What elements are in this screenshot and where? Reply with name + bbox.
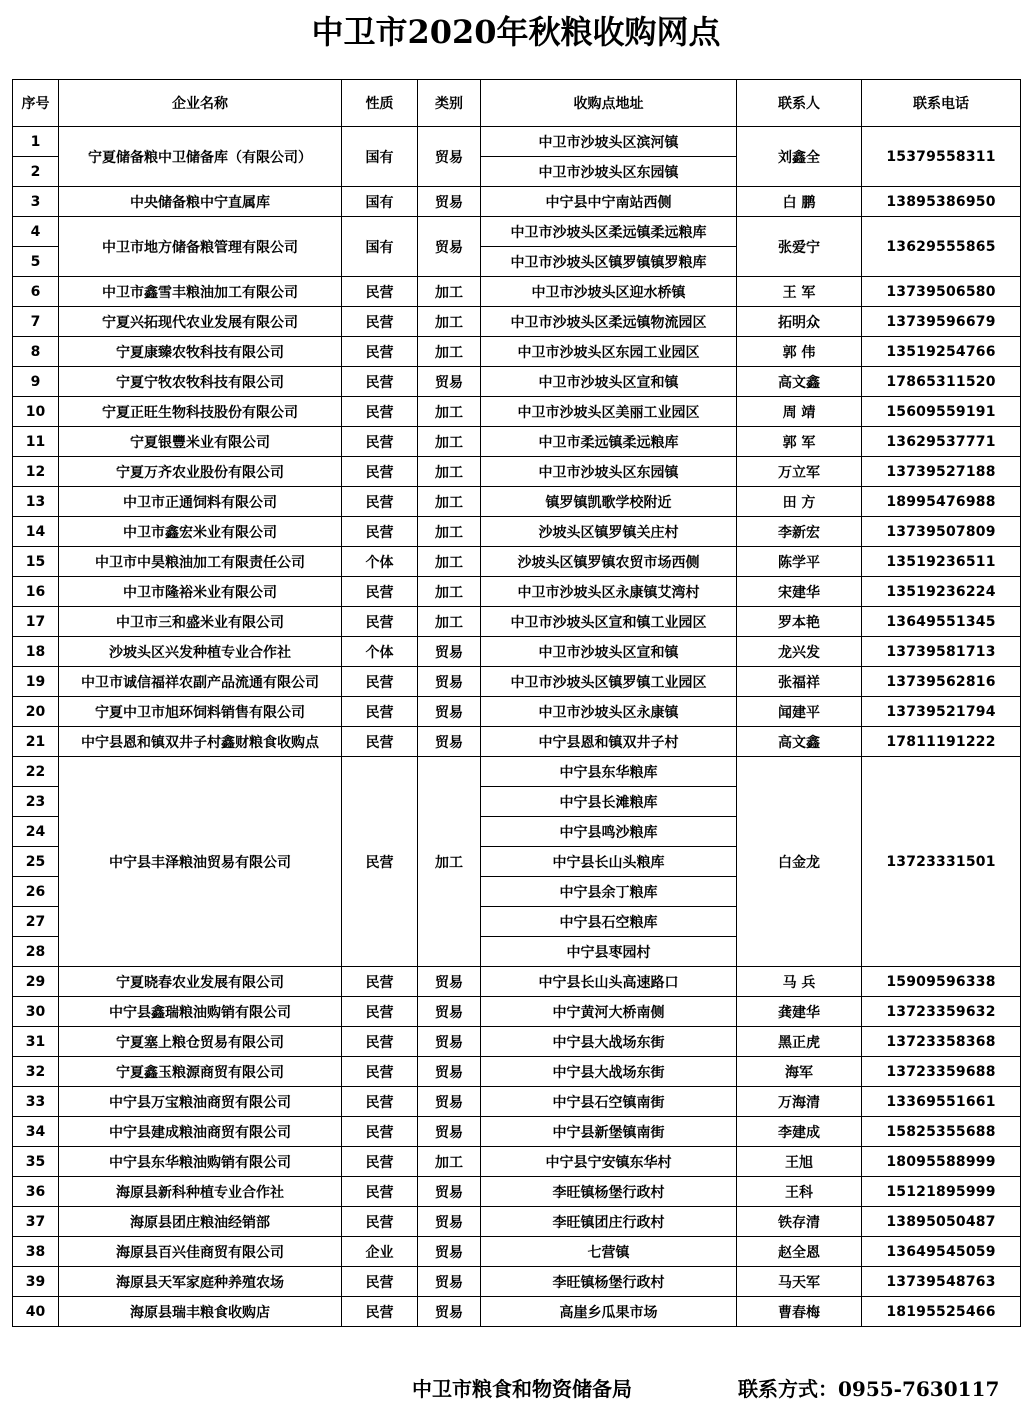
table-row [13, 757, 1021, 787]
row-number-cell: 20 [13, 697, 59, 727]
nature-cell: 民营 [342, 697, 418, 727]
category-cell: 加工 [418, 307, 481, 337]
nature-cell: 民营 [342, 1027, 418, 1057]
category-cell: 贸易 [418, 1057, 481, 1087]
row-number-cell: 5 [13, 247, 59, 277]
phone-cell: 15379558311 [862, 127, 1021, 187]
phone-cell: 13739581713 [862, 637, 1021, 667]
address-cell: 中卫市沙坡头区镇罗镇镇罗粮库 [481, 247, 737, 277]
row-number-cell: 34 [13, 1117, 59, 1147]
category-cell: 贸易 [418, 1027, 481, 1057]
nature-cell: 民营 [342, 337, 418, 367]
contact-person-cell: 李新宏 [737, 517, 862, 547]
header-cell-contact: 联系人 [737, 80, 862, 127]
row-number-cell: 8 [13, 337, 59, 367]
table-row [13, 1267, 1021, 1297]
table-row [13, 1297, 1021, 1327]
phone-cell: 13739596679 [862, 307, 1021, 337]
row-number-cell: 24 [13, 817, 59, 847]
company-name-cell: 海原县瑞丰粮食收购店 [59, 1297, 342, 1327]
nature-cell: 民营 [342, 277, 418, 307]
company-name-cell: 中卫市鑫雪丰粮油加工有限公司 [59, 277, 342, 307]
footer-contact [738, 1374, 999, 1404]
table-row [13, 1207, 1021, 1237]
table-row [13, 547, 1021, 577]
header-cell-nature: 性质 [342, 80, 418, 127]
company-name-cell: 中宁县建成粮油商贸有限公司 [59, 1117, 342, 1147]
contact-person-cell: 田 方 [737, 487, 862, 517]
contact-person-cell: 龚建华 [737, 997, 862, 1027]
category-cell: 加工 [418, 577, 481, 607]
nature-cell: 民营 [342, 997, 418, 1027]
footer-contact-phone: 0955-7630117 [838, 1377, 1000, 1401]
category-cell: 加工 [418, 487, 481, 517]
category-cell: 加工 [418, 607, 481, 637]
contact-person-cell: 周 靖 [737, 397, 862, 427]
address-cell: 中宁县东华粮库 [481, 757, 737, 787]
address-cell: 中卫市沙坡头区柔远镇柔远粮库 [481, 217, 737, 247]
phone-cell: 18095588999 [862, 1147, 1021, 1177]
contact-person-cell: 宋建华 [737, 577, 862, 607]
contact-person-cell: 赵全恩 [737, 1237, 862, 1267]
company-name-cell: 宁夏正旺生物科技股份有限公司 [59, 397, 342, 427]
category-cell: 贸易 [418, 697, 481, 727]
category-cell: 贸易 [418, 367, 481, 397]
category-cell: 贸易 [418, 217, 481, 277]
address-cell: 李旺镇杨堡行政村 [481, 1177, 737, 1207]
phone-cell: 13369551661 [862, 1087, 1021, 1117]
company-name-cell: 中卫市诚信福祥农副产品流通有限公司 [59, 667, 342, 697]
table-row [13, 667, 1021, 697]
contact-person-cell: 张爱宁 [737, 217, 862, 277]
company-name-cell: 宁夏银豐米业有限公司 [59, 427, 342, 457]
contact-person-cell: 高文鑫 [737, 727, 862, 757]
grain-purchase-table [12, 79, 1021, 1327]
address-cell: 李旺镇杨堡行政村 [481, 1267, 737, 1297]
company-name-cell: 海原县百兴佳商贸有限公司 [59, 1237, 342, 1267]
table-row [13, 487, 1021, 517]
address-cell: 中宁县枣园村 [481, 937, 737, 967]
row-number-cell: 28 [13, 937, 59, 967]
phone-cell: 13649551345 [862, 607, 1021, 637]
address-cell: 中宁县宁安镇东华村 [481, 1147, 737, 1177]
row-number-cell: 36 [13, 1177, 59, 1207]
nature-cell: 民营 [342, 1177, 418, 1207]
phone-cell: 13895386950 [862, 187, 1021, 217]
nature-cell: 民营 [342, 1057, 418, 1087]
phone-cell: 13895050487 [862, 1207, 1021, 1237]
address-cell: 中宁县大战场东街 [481, 1027, 737, 1057]
phone-cell: 13739506580 [862, 277, 1021, 307]
table-row [13, 277, 1021, 307]
row-number-cell: 12 [13, 457, 59, 487]
row-number-cell: 1 [13, 127, 59, 157]
row-number-cell: 22 [13, 757, 59, 787]
category-cell: 加工 [418, 547, 481, 577]
header-cell-address: 收购点地址 [481, 80, 737, 127]
table-row [13, 997, 1021, 1027]
phone-cell: 18995476988 [862, 487, 1021, 517]
row-number-cell: 38 [13, 1237, 59, 1267]
table-row [13, 697, 1021, 727]
row-number-cell: 31 [13, 1027, 59, 1057]
row-number-cell: 15 [13, 547, 59, 577]
address-cell: 中卫市沙坡头区滨河镇 [481, 127, 737, 157]
phone-cell: 13519254766 [862, 337, 1021, 367]
contact-person-cell: 曹春梅 [737, 1297, 862, 1327]
contact-person-cell: 黑正虎 [737, 1027, 862, 1057]
nature-cell: 国有 [342, 127, 418, 187]
phone-cell: 13739521794 [862, 697, 1021, 727]
phone-cell: 17811191222 [862, 727, 1021, 757]
company-name-cell: 海原县新科种植专业合作社 [59, 1177, 342, 1207]
nature-cell: 民营 [342, 967, 418, 997]
company-name-cell: 中卫市中昊粮油加工有限责任公司 [59, 547, 342, 577]
footer-organization: 中卫市粮食和物资储备局 [412, 1377, 632, 1401]
address-cell: 中宁县鸣沙粮库 [481, 817, 737, 847]
nature-cell: 企业 [342, 1237, 418, 1267]
address-cell: 中宁县恩和镇双井子村 [481, 727, 737, 757]
category-cell: 加工 [418, 277, 481, 307]
contact-person-cell: 王 军 [737, 277, 862, 307]
table-row [13, 187, 1021, 217]
phone-cell: 13723359632 [862, 997, 1021, 1027]
header-cell-no: 序号 [13, 80, 59, 127]
nature-cell: 民营 [342, 577, 418, 607]
nature-cell: 民营 [342, 427, 418, 457]
nature-cell: 民营 [342, 487, 418, 517]
table-row [13, 397, 1021, 427]
table-row [13, 1117, 1021, 1147]
nature-cell: 民营 [342, 307, 418, 337]
row-number-cell: 35 [13, 1147, 59, 1177]
contact-person-cell: 刘鑫全 [737, 127, 862, 187]
category-cell: 贸易 [418, 1117, 481, 1147]
category-cell: 贸易 [418, 997, 481, 1027]
phone-cell: 17865311520 [862, 367, 1021, 397]
address-cell: 中宁县石空粮库 [481, 907, 737, 937]
nature-cell: 民营 [342, 1267, 418, 1297]
address-cell: 中卫市沙坡头区美丽工业园区 [481, 397, 737, 427]
phone-cell: 13723358368 [862, 1027, 1021, 1057]
category-cell: 贸易 [418, 1267, 481, 1297]
page-title: 中卫市2020年秋粮收购网点 [311, 13, 721, 51]
row-number-cell: 32 [13, 1057, 59, 1087]
row-number-cell: 23 [13, 787, 59, 817]
category-cell: 贸易 [418, 1207, 481, 1237]
nature-cell: 民营 [342, 667, 418, 697]
category-cell: 加工 [418, 457, 481, 487]
address-cell: 中宁黄河大桥南侧 [481, 997, 737, 1027]
phone-cell: 13649545059 [862, 1237, 1021, 1267]
address-cell: 中宁县大战场东街 [481, 1057, 737, 1087]
row-number-cell: 9 [13, 367, 59, 397]
category-cell: 贸易 [418, 127, 481, 187]
address-cell: 中卫市沙坡头区迎水桥镇 [481, 277, 737, 307]
row-number-cell: 18 [13, 637, 59, 667]
contact-person-cell: 海军 [737, 1057, 862, 1087]
table-row [13, 577, 1021, 607]
row-number-cell: 26 [13, 877, 59, 907]
nature-cell: 个体 [342, 637, 418, 667]
row-number-cell: 19 [13, 667, 59, 697]
contact-person-cell: 王旭 [737, 1147, 862, 1177]
phone-cell: 13723331501 [862, 757, 1021, 967]
contact-person-cell: 万海清 [737, 1087, 862, 1117]
category-cell: 贸易 [418, 727, 481, 757]
contact-person-cell: 郭 军 [737, 427, 862, 457]
nature-cell: 民营 [342, 727, 418, 757]
category-cell: 加工 [418, 427, 481, 457]
address-cell: 中卫市沙坡头区宣和镇 [481, 367, 737, 397]
contact-person-cell: 万立军 [737, 457, 862, 487]
row-number-cell: 25 [13, 847, 59, 877]
address-cell: 中宁县新堡镇南街 [481, 1117, 737, 1147]
contact-person-cell: 郭 伟 [737, 337, 862, 367]
address-cell: 中卫市沙坡头区东园工业园区 [481, 337, 737, 367]
row-number-cell: 37 [13, 1207, 59, 1237]
category-cell: 贸易 [418, 1087, 481, 1117]
row-number-cell: 29 [13, 967, 59, 997]
nature-cell: 民营 [342, 1117, 418, 1147]
header-row [13, 80, 1021, 127]
company-name-cell: 中宁县东华粮油购销有限公司 [59, 1147, 342, 1177]
category-cell: 贸易 [418, 637, 481, 667]
address-cell: 中卫市沙坡头区永康镇 [481, 697, 737, 727]
phone-cell: 13739548763 [862, 1267, 1021, 1297]
row-number-cell: 4 [13, 217, 59, 247]
table-row [13, 127, 1021, 157]
table-row [13, 607, 1021, 637]
phone-cell: 13519236511 [862, 547, 1021, 577]
address-cell: 中卫市沙坡头区东园镇 [481, 457, 737, 487]
nature-cell: 民营 [342, 367, 418, 397]
contact-person-cell: 白金龙 [737, 757, 862, 967]
phone-cell: 15825355688 [862, 1117, 1021, 1147]
table-row [13, 1147, 1021, 1177]
address-cell: 中宁县长山头粮库 [481, 847, 737, 877]
address-cell: 中卫市沙坡头区宣和镇 [481, 637, 737, 667]
row-number-cell: 3 [13, 187, 59, 217]
row-number-cell: 11 [13, 427, 59, 457]
phone-cell: 15609559191 [862, 397, 1021, 427]
address-cell: 中卫市沙坡头区永康镇艾湾村 [481, 577, 737, 607]
category-cell: 贸易 [418, 187, 481, 217]
row-number-cell: 17 [13, 607, 59, 637]
row-number-cell: 27 [13, 907, 59, 937]
table-row [13, 367, 1021, 397]
nature-cell: 民营 [342, 457, 418, 487]
contact-person-cell: 陈学平 [737, 547, 862, 577]
company-name-cell: 中宁县万宝粮油商贸有限公司 [59, 1087, 342, 1117]
company-name-cell: 中卫市地方储备粮管理有限公司 [59, 217, 342, 277]
table-row [13, 727, 1021, 757]
nature-cell: 民营 [342, 1297, 418, 1327]
row-number-cell: 30 [13, 997, 59, 1027]
table-row [13, 307, 1021, 337]
category-cell: 加工 [418, 337, 481, 367]
contact-person-cell: 高文鑫 [737, 367, 862, 397]
company-name-cell: 宁夏晓春农业发展有限公司 [59, 967, 342, 997]
header-cell-type: 类别 [418, 80, 481, 127]
nature-cell: 民营 [342, 1207, 418, 1237]
row-number-cell: 33 [13, 1087, 59, 1117]
address-cell: 中宁县长山头高速路口 [481, 967, 737, 997]
contact-person-cell: 王科 [737, 1177, 862, 1207]
address-cell: 中卫市沙坡头区柔远镇物流园区 [481, 307, 737, 337]
company-name-cell: 宁夏兴拓现代农业发展有限公司 [59, 307, 342, 337]
table-row [13, 337, 1021, 367]
company-name-cell: 中卫市正通饲料有限公司 [59, 487, 342, 517]
table-row [13, 457, 1021, 487]
phone-cell: 15909596338 [862, 967, 1021, 997]
nature-cell: 民营 [342, 607, 418, 637]
row-number-cell: 16 [13, 577, 59, 607]
table-row [13, 427, 1021, 457]
company-name-cell: 中宁县恩和镇双井子村鑫财粮食收购点 [59, 727, 342, 757]
address-cell: 中卫市沙坡头区东园镇 [481, 157, 737, 187]
address-cell: 李旺镇团庄行政村 [481, 1207, 737, 1237]
table-body [13, 127, 1021, 1327]
table-row [13, 637, 1021, 667]
phone-cell: 13519236224 [862, 577, 1021, 607]
table-row [13, 517, 1021, 547]
row-number-cell: 21 [13, 727, 59, 757]
contact-person-cell: 拓明众 [737, 307, 862, 337]
phone-cell: 15121895999 [862, 1177, 1021, 1207]
contact-person-cell: 张福祥 [737, 667, 862, 697]
row-number-cell: 6 [13, 277, 59, 307]
nature-cell: 民营 [342, 757, 418, 967]
header-cell-phone: 联系电话 [862, 80, 1021, 127]
address-cell: 中卫市沙坡头区宣和镇工业园区 [481, 607, 737, 637]
company-name-cell: 宁夏塞上粮仓贸易有限公司 [59, 1027, 342, 1057]
phone-cell: 13739562816 [862, 667, 1021, 697]
nature-cell: 民营 [342, 1147, 418, 1177]
phone-cell: 13739507809 [862, 517, 1021, 547]
address-cell: 沙坡头区镇罗镇关庄村 [481, 517, 737, 547]
contact-person-cell: 龙兴发 [737, 637, 862, 667]
company-name-cell: 宁夏康臻农牧科技有限公司 [59, 337, 342, 367]
category-cell: 加工 [418, 397, 481, 427]
company-name-cell: 宁夏万齐农业股份有限公司 [59, 457, 342, 487]
table-row [13, 1237, 1021, 1267]
company-name-cell: 中卫市鑫宏米业有限公司 [59, 517, 342, 547]
nature-cell: 民营 [342, 517, 418, 547]
phone-cell: 18195525466 [862, 1297, 1021, 1327]
phone-cell: 13629555865 [862, 217, 1021, 277]
category-cell: 加工 [418, 517, 481, 547]
category-cell: 贸易 [418, 967, 481, 997]
header-cell-name: 企业名称 [59, 80, 342, 127]
contact-person-cell: 李建成 [737, 1117, 862, 1147]
row-number-cell: 14 [13, 517, 59, 547]
table-row [13, 967, 1021, 997]
company-name-cell: 中宁县丰泽粮油贸易有限公司 [59, 757, 342, 967]
company-name-cell: 沙坡头区兴发种植专业合作社 [59, 637, 342, 667]
company-name-cell: 宁夏中卫市旭环饲料销售有限公司 [59, 697, 342, 727]
row-number-cell: 40 [13, 1297, 59, 1327]
company-name-cell: 中央储备粮中宁直属库 [59, 187, 342, 217]
table-row [13, 217, 1021, 247]
category-cell: 贸易 [418, 1177, 481, 1207]
contact-person-cell: 马 兵 [737, 967, 862, 997]
address-cell: 中宁县中宁南站西侧 [481, 187, 737, 217]
category-cell: 加工 [418, 757, 481, 967]
row-number-cell: 13 [13, 487, 59, 517]
nature-cell: 国有 [342, 187, 418, 217]
address-cell: 中宁县石空镇南街 [481, 1087, 737, 1117]
nature-cell: 个体 [342, 547, 418, 577]
contact-person-cell: 铁存清 [737, 1207, 862, 1237]
contact-person-cell: 马天军 [737, 1267, 862, 1297]
row-number-cell: 39 [13, 1267, 59, 1297]
category-cell: 贸易 [418, 667, 481, 697]
footer-contact-label: 联系方式： [738, 1377, 838, 1401]
row-number-cell: 2 [13, 157, 59, 187]
company-name-cell: 宁夏鑫玉粮源商贸有限公司 [59, 1057, 342, 1087]
phone-cell: 13739527188 [862, 457, 1021, 487]
company-name-cell: 宁夏储备粮中卫储备库（有限公司） [59, 127, 342, 187]
category-cell: 贸易 [418, 1297, 481, 1327]
phone-cell: 13723359688 [862, 1057, 1021, 1087]
table-row [13, 1087, 1021, 1117]
phone-cell: 13629537771 [862, 427, 1021, 457]
address-cell: 高崖乡瓜果市场 [481, 1297, 737, 1327]
contact-person-cell: 闻建平 [737, 697, 862, 727]
company-name-cell: 宁夏宁牧农牧科技有限公司 [59, 367, 342, 397]
contact-person-cell: 罗本艳 [737, 607, 862, 637]
company-name-cell: 中宁县鑫瑞粮油购销有限公司 [59, 997, 342, 1027]
table-row [13, 1027, 1021, 1057]
row-number-cell: 7 [13, 307, 59, 337]
contact-person-cell: 白 鹏 [737, 187, 862, 217]
address-cell: 七营镇 [481, 1237, 737, 1267]
company-name-cell: 中卫市三和盛米业有限公司 [59, 607, 342, 637]
nature-cell: 国有 [342, 217, 418, 277]
table-row [13, 1057, 1021, 1087]
address-cell: 镇罗镇凯歌学校附近 [481, 487, 737, 517]
company-name-cell: 海原县天军家庭种养殖农场 [59, 1267, 342, 1297]
address-cell: 沙坡头区镇罗镇农贸市场西侧 [481, 547, 737, 577]
address-cell: 中卫市柔远镇柔远粮库 [481, 427, 737, 457]
address-cell: 中宁县长滩粮库 [481, 787, 737, 817]
address-cell: 中卫市沙坡头区镇罗镇工业园区 [481, 667, 737, 697]
company-name-cell: 中卫市隆裕米业有限公司 [59, 577, 342, 607]
address-cell: 中宁县余丁粮库 [481, 877, 737, 907]
table-row [13, 1177, 1021, 1207]
category-cell: 贸易 [418, 1237, 481, 1267]
company-name-cell: 海原县团庄粮油经销部 [59, 1207, 342, 1237]
category-cell: 加工 [418, 1147, 481, 1177]
table-header [13, 80, 1021, 127]
nature-cell: 民营 [342, 397, 418, 427]
row-number-cell: 10 [13, 397, 59, 427]
nature-cell: 民营 [342, 1087, 418, 1117]
